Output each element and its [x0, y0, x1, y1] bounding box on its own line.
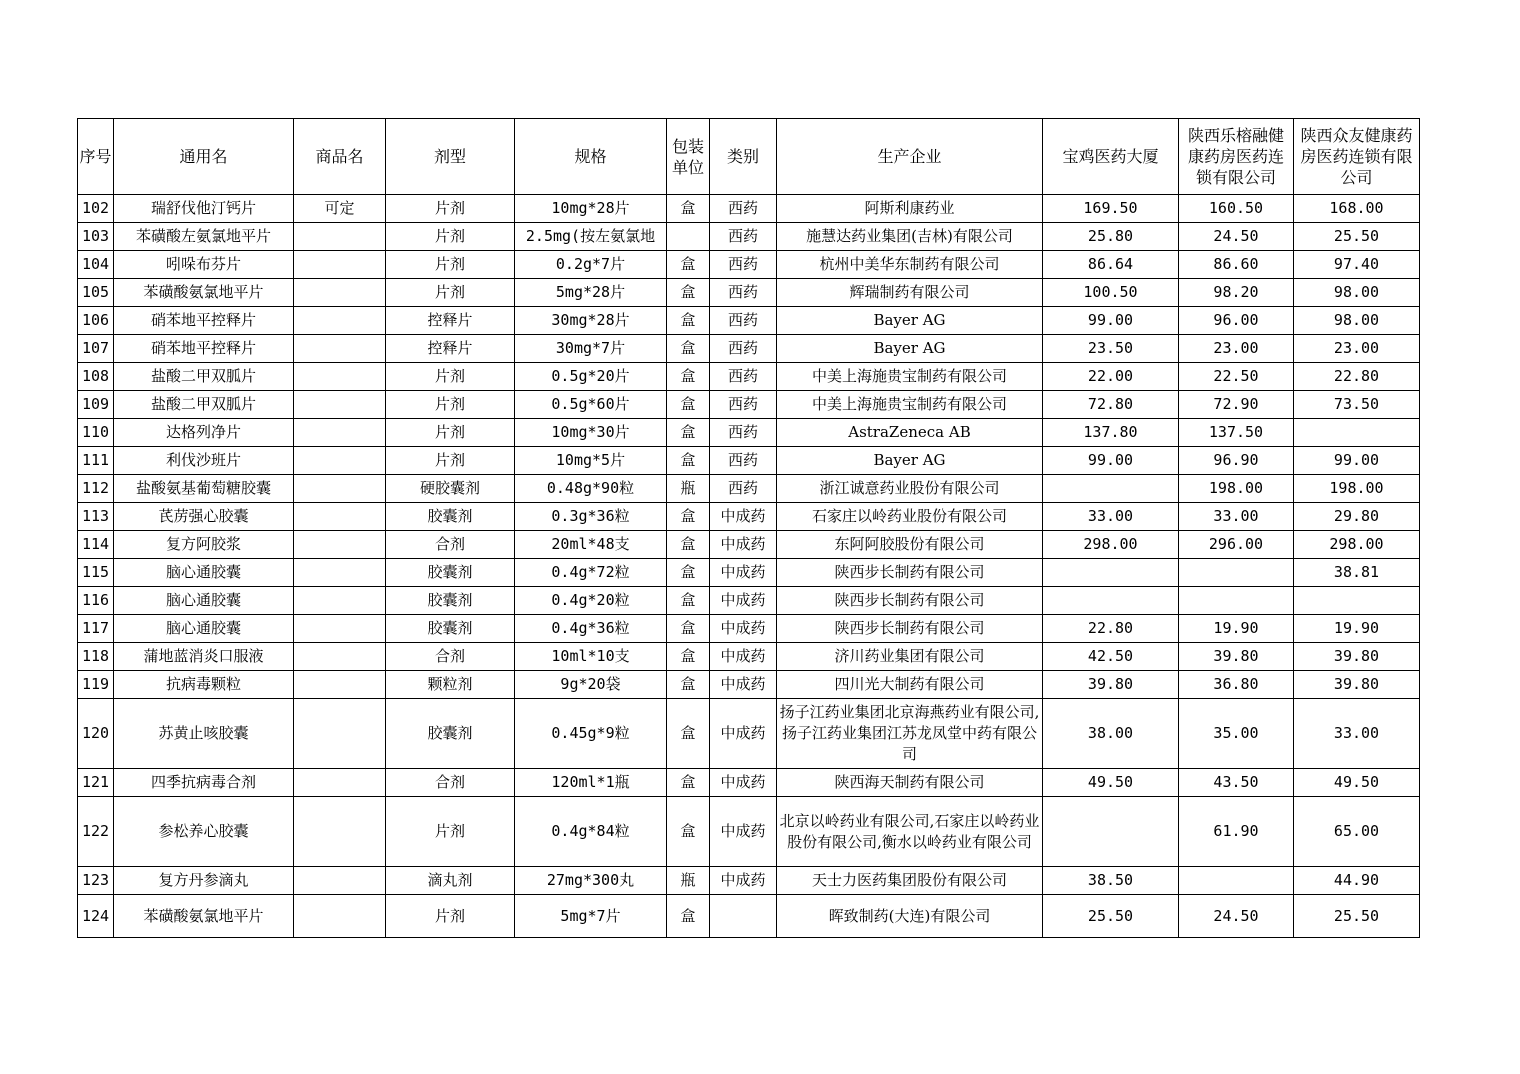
cell-generic-name: 瑞舒伐他汀钙片 [114, 195, 294, 223]
cell-generic-name: 芪苈强心胶囊 [114, 503, 294, 531]
cell-category: 西药 [710, 475, 777, 503]
cell-manufacturer: 陕西海天制药有限公司 [777, 769, 1043, 797]
cell-dosage-form: 胶囊剂 [386, 559, 515, 587]
cell-seq: 113 [78, 503, 114, 531]
cell-seq: 115 [78, 559, 114, 587]
cell-seq: 121 [78, 769, 114, 797]
cell-manufacturer: 四川光大制药有限公司 [777, 671, 1043, 699]
cell-trade-name [294, 867, 386, 895]
cell-category: 中成药 [710, 531, 777, 559]
cell-trade-name [294, 895, 386, 938]
table-row [78, 797, 1420, 867]
table-row [78, 587, 1420, 615]
table-row [78, 895, 1420, 938]
cell-price-store1 [1043, 797, 1179, 867]
cell-price-store1 [1043, 475, 1179, 503]
cell-price-store1: 137.80 [1043, 419, 1179, 447]
cell-dosage-form: 片剂 [386, 363, 515, 391]
cell-trade-name: 可定 [294, 195, 386, 223]
cell-seq: 111 [78, 447, 114, 475]
cell-trade-name [294, 279, 386, 307]
cell-price-store2: 137.50 [1179, 419, 1294, 447]
cell-dosage-form: 片剂 [386, 895, 515, 938]
cell-manufacturer: 扬子江药业集团北京海燕药业有限公司,扬子江药业集团江苏龙凤堂中药有限公司 [777, 699, 1043, 769]
cell-spec: 0.45g*9粒 [515, 699, 667, 769]
cell-spec: 10mg*28片 [515, 195, 667, 223]
price-table [77, 118, 1420, 938]
cell-generic-name: 吲哚布芬片 [114, 251, 294, 279]
cell-price-store2: 22.50 [1179, 363, 1294, 391]
cell-manufacturer: Bayer AG [777, 307, 1043, 335]
cell-price-store3: 23.00 [1294, 335, 1420, 363]
cell-dosage-form: 合剂 [386, 769, 515, 797]
cell-price-store2 [1179, 867, 1294, 895]
cell-manufacturer: Bayer AG [777, 447, 1043, 475]
cell-price-store3 [1294, 419, 1420, 447]
cell-category: 中成药 [710, 671, 777, 699]
cell-package-unit: 盒 [667, 363, 710, 391]
cell-category: 中成药 [710, 587, 777, 615]
cell-category: 中成药 [710, 503, 777, 531]
cell-price-store1: 22.80 [1043, 615, 1179, 643]
cell-manufacturer: 东阿阿胶股份有限公司 [777, 531, 1043, 559]
cell-price-store1: 38.00 [1043, 699, 1179, 769]
cell-spec: 2.5mg(按左氨氯地 [515, 223, 667, 251]
cell-dosage-form: 合剂 [386, 643, 515, 671]
table-row [78, 769, 1420, 797]
cell-category [710, 895, 777, 938]
cell-dosage-form: 片剂 [386, 195, 515, 223]
cell-generic-name: 脑心通胶囊 [114, 615, 294, 643]
cell-dosage-form: 片剂 [386, 391, 515, 419]
cell-price-store2: 98.20 [1179, 279, 1294, 307]
cell-manufacturer: 晖致制药(大连)有限公司 [777, 895, 1043, 938]
cell-package-unit: 盒 [667, 335, 710, 363]
cell-package-unit: 盒 [667, 615, 710, 643]
col-header-spec: 规格 [515, 119, 667, 195]
cell-price-store1: 86.64 [1043, 251, 1179, 279]
cell-price-store1: 38.50 [1043, 867, 1179, 895]
col-header-store2: 陕西乐榕融健康药房医药连锁有限公司 [1179, 119, 1294, 195]
cell-manufacturer: 石家庄以岭药业股份有限公司 [777, 503, 1043, 531]
cell-trade-name [294, 447, 386, 475]
cell-price-store3: 97.40 [1294, 251, 1420, 279]
cell-price-store3: 39.80 [1294, 671, 1420, 699]
cell-spec: 30mg*7片 [515, 335, 667, 363]
col-header-trade-name: 商品名 [294, 119, 386, 195]
cell-dosage-form: 胶囊剂 [386, 699, 515, 769]
cell-price-store2: 96.00 [1179, 307, 1294, 335]
cell-price-store2: 43.50 [1179, 769, 1294, 797]
cell-dosage-form: 片剂 [386, 223, 515, 251]
cell-category: 西药 [710, 279, 777, 307]
table-row [78, 671, 1420, 699]
cell-generic-name: 四季抗病毒合剂 [114, 769, 294, 797]
cell-manufacturer: 北京以岭药业有限公司,石家庄以岭药业股份有限公司,衡水以岭药业有限公司 [777, 797, 1043, 867]
cell-manufacturer: 辉瑞制药有限公司 [777, 279, 1043, 307]
cell-price-store2: 19.90 [1179, 615, 1294, 643]
cell-price-store2: 24.50 [1179, 895, 1294, 938]
cell-dosage-form: 片剂 [386, 419, 515, 447]
table-row [78, 615, 1420, 643]
col-header-generic-name: 通用名 [114, 119, 294, 195]
cell-trade-name [294, 335, 386, 363]
cell-category: 西药 [710, 335, 777, 363]
col-header-manufacturer: 生产企业 [777, 119, 1043, 195]
cell-spec: 9g*20袋 [515, 671, 667, 699]
table-body [78, 195, 1420, 938]
cell-category: 中成药 [710, 867, 777, 895]
col-header-store1: 宝鸡医药大厦 [1043, 119, 1179, 195]
cell-category: 西药 [710, 307, 777, 335]
cell-dosage-form: 胶囊剂 [386, 587, 515, 615]
cell-dosage-form: 片剂 [386, 447, 515, 475]
cell-manufacturer: AstraZeneca AB [777, 419, 1043, 447]
table-row [78, 195, 1420, 223]
cell-price-store2: 72.90 [1179, 391, 1294, 419]
table-row [78, 335, 1420, 363]
cell-price-store1: 22.00 [1043, 363, 1179, 391]
cell-seq: 120 [78, 699, 114, 769]
cell-seq: 102 [78, 195, 114, 223]
cell-price-store3: 298.00 [1294, 531, 1420, 559]
cell-trade-name [294, 251, 386, 279]
cell-spec: 0.4g*20粒 [515, 587, 667, 615]
cell-manufacturer: Bayer AG [777, 335, 1043, 363]
cell-generic-name: 硝苯地平控释片 [114, 335, 294, 363]
cell-package-unit [667, 223, 710, 251]
cell-package-unit: 盒 [667, 419, 710, 447]
cell-price-store1: 23.50 [1043, 335, 1179, 363]
cell-category: 西药 [710, 251, 777, 279]
cell-trade-name [294, 475, 386, 503]
cell-spec: 10mg*30片 [515, 419, 667, 447]
cell-generic-name: 苯磺酸左氨氯地平片 [114, 223, 294, 251]
cell-price-store1 [1043, 587, 1179, 615]
cell-dosage-form: 颗粒剂 [386, 671, 515, 699]
col-header-package-unit: 包装单位 [667, 119, 710, 195]
cell-price-store2: 296.00 [1179, 531, 1294, 559]
cell-seq: 106 [78, 307, 114, 335]
cell-spec: 0.4g*72粒 [515, 559, 667, 587]
cell-trade-name [294, 391, 386, 419]
cell-trade-name [294, 419, 386, 447]
cell-trade-name [294, 307, 386, 335]
cell-price-store3: 19.90 [1294, 615, 1420, 643]
cell-seq: 104 [78, 251, 114, 279]
cell-price-store3: 44.90 [1294, 867, 1420, 895]
cell-seq: 119 [78, 671, 114, 699]
cell-package-unit: 盒 [667, 671, 710, 699]
col-header-seq: 序号 [78, 119, 114, 195]
cell-package-unit: 盒 [667, 531, 710, 559]
cell-seq: 105 [78, 279, 114, 307]
cell-price-store3: 99.00 [1294, 447, 1420, 475]
cell-price-store3: 29.80 [1294, 503, 1420, 531]
cell-price-store1: 100.50 [1043, 279, 1179, 307]
cell-seq: 108 [78, 363, 114, 391]
cell-package-unit: 瓶 [667, 867, 710, 895]
cell-spec: 5mg*7片 [515, 895, 667, 938]
table-row [78, 447, 1420, 475]
cell-category: 西药 [710, 391, 777, 419]
cell-spec: 27mg*300丸 [515, 867, 667, 895]
table-row [78, 223, 1420, 251]
table-row [78, 307, 1420, 335]
cell-category: 西药 [710, 447, 777, 475]
cell-spec: 0.2g*7片 [515, 251, 667, 279]
cell-trade-name [294, 797, 386, 867]
cell-spec: 20ml*48支 [515, 531, 667, 559]
cell-price-store2: 24.50 [1179, 223, 1294, 251]
cell-dosage-form: 片剂 [386, 279, 515, 307]
cell-category: 中成药 [710, 615, 777, 643]
cell-seq: 109 [78, 391, 114, 419]
table-row [78, 279, 1420, 307]
cell-manufacturer: 施慧达药业集团(吉林)有限公司 [777, 223, 1043, 251]
cell-seq: 103 [78, 223, 114, 251]
cell-seq: 112 [78, 475, 114, 503]
cell-price-store2: 61.90 [1179, 797, 1294, 867]
cell-price-store3: 65.00 [1294, 797, 1420, 867]
cell-price-store3: 25.50 [1294, 895, 1420, 938]
table-row [78, 251, 1420, 279]
cell-category: 中成药 [710, 769, 777, 797]
table-row [78, 391, 1420, 419]
cell-trade-name [294, 587, 386, 615]
cell-spec: 0.5g*20片 [515, 363, 667, 391]
cell-package-unit: 盒 [667, 895, 710, 938]
cell-generic-name: 盐酸二甲双胍片 [114, 391, 294, 419]
cell-price-store1: 72.80 [1043, 391, 1179, 419]
table-row [78, 363, 1420, 391]
cell-seq: 110 [78, 419, 114, 447]
cell-trade-name [294, 363, 386, 391]
cell-price-store2: 96.90 [1179, 447, 1294, 475]
cell-spec: 0.4g*36粒 [515, 615, 667, 643]
cell-spec: 5mg*28片 [515, 279, 667, 307]
cell-package-unit: 盒 [667, 307, 710, 335]
cell-category: 西药 [710, 363, 777, 391]
cell-dosage-form: 滴丸剂 [386, 867, 515, 895]
cell-price-store3: 22.80 [1294, 363, 1420, 391]
cell-dosage-form: 片剂 [386, 251, 515, 279]
cell-generic-name: 脑心通胶囊 [114, 559, 294, 587]
cell-manufacturer: 陕西步长制药有限公司 [777, 587, 1043, 615]
cell-package-unit: 盒 [667, 587, 710, 615]
cell-category: 中成药 [710, 643, 777, 671]
cell-package-unit: 盒 [667, 769, 710, 797]
cell-price-store2 [1179, 559, 1294, 587]
cell-package-unit: 盒 [667, 699, 710, 769]
table-row [78, 475, 1420, 503]
cell-category: 中成药 [710, 559, 777, 587]
cell-manufacturer: 阿斯利康药业 [777, 195, 1043, 223]
cell-dosage-form: 合剂 [386, 531, 515, 559]
cell-category: 中成药 [710, 699, 777, 769]
header-row [78, 119, 1420, 195]
cell-trade-name [294, 531, 386, 559]
cell-package-unit: 盒 [667, 797, 710, 867]
cell-price-store2: 198.00 [1179, 475, 1294, 503]
cell-generic-name: 硝苯地平控释片 [114, 307, 294, 335]
cell-manufacturer: 济川药业集团有限公司 [777, 643, 1043, 671]
cell-spec: 10ml*10支 [515, 643, 667, 671]
cell-spec: 120ml*1瓶 [515, 769, 667, 797]
cell-price-store1: 169.50 [1043, 195, 1179, 223]
cell-dosage-form: 片剂 [386, 797, 515, 867]
cell-package-unit: 盒 [667, 195, 710, 223]
cell-price-store1: 39.80 [1043, 671, 1179, 699]
table-row [78, 419, 1420, 447]
cell-dosage-form: 硬胶囊剂 [386, 475, 515, 503]
cell-price-store3: 198.00 [1294, 475, 1420, 503]
cell-price-store3: 49.50 [1294, 769, 1420, 797]
cell-generic-name: 苯磺酸氨氯地平片 [114, 279, 294, 307]
cell-price-store3: 73.50 [1294, 391, 1420, 419]
cell-price-store1: 33.00 [1043, 503, 1179, 531]
cell-spec: 0.48g*90粒 [515, 475, 667, 503]
cell-manufacturer: 陕西步长制药有限公司 [777, 559, 1043, 587]
table-row [78, 559, 1420, 587]
col-header-dosage-form: 剂型 [386, 119, 515, 195]
cell-price-store2: 160.50 [1179, 195, 1294, 223]
cell-category: 西药 [710, 419, 777, 447]
cell-spec: 10mg*5片 [515, 447, 667, 475]
cell-seq: 107 [78, 335, 114, 363]
cell-price-store2: 35.00 [1179, 699, 1294, 769]
cell-seq: 118 [78, 643, 114, 671]
cell-price-store3 [1294, 587, 1420, 615]
cell-price-store3: 38.81 [1294, 559, 1420, 587]
cell-package-unit: 盒 [667, 447, 710, 475]
cell-price-store1: 99.00 [1043, 307, 1179, 335]
table-row [78, 643, 1420, 671]
cell-price-store1: 49.50 [1043, 769, 1179, 797]
cell-price-store2 [1179, 587, 1294, 615]
cell-trade-name [294, 769, 386, 797]
cell-seq: 114 [78, 531, 114, 559]
cell-price-store3: 168.00 [1294, 195, 1420, 223]
cell-dosage-form: 胶囊剂 [386, 615, 515, 643]
cell-generic-name: 复方丹参滴丸 [114, 867, 294, 895]
cell-seq: 123 [78, 867, 114, 895]
cell-price-store2: 39.80 [1179, 643, 1294, 671]
cell-generic-name: 复方阿胶浆 [114, 531, 294, 559]
cell-seq: 122 [78, 797, 114, 867]
col-header-store3: 陕西众友健康药房医药连锁有限公司 [1294, 119, 1420, 195]
cell-generic-name: 抗病毒颗粒 [114, 671, 294, 699]
cell-price-store1: 42.50 [1043, 643, 1179, 671]
cell-price-store3: 98.00 [1294, 307, 1420, 335]
cell-manufacturer: 中美上海施贵宝制药有限公司 [777, 391, 1043, 419]
cell-price-store3: 39.80 [1294, 643, 1420, 671]
cell-package-unit: 瓶 [667, 475, 710, 503]
cell-price-store3: 33.00 [1294, 699, 1420, 769]
cell-price-store2: 23.00 [1179, 335, 1294, 363]
cell-trade-name [294, 615, 386, 643]
cell-manufacturer: 天士力医药集团股份有限公司 [777, 867, 1043, 895]
cell-generic-name: 脑心通胶囊 [114, 587, 294, 615]
cell-spec: 0.3g*36粒 [515, 503, 667, 531]
cell-generic-name: 蒲地蓝消炎口服液 [114, 643, 294, 671]
cell-dosage-form: 控释片 [386, 335, 515, 363]
cell-price-store2: 86.60 [1179, 251, 1294, 279]
cell-price-store1: 99.00 [1043, 447, 1179, 475]
cell-generic-name: 盐酸二甲双胍片 [114, 363, 294, 391]
cell-category: 西药 [710, 195, 777, 223]
cell-category: 中成药 [710, 797, 777, 867]
cell-price-store2: 36.80 [1179, 671, 1294, 699]
cell-price-store3: 98.00 [1294, 279, 1420, 307]
cell-price-store1: 298.00 [1043, 531, 1179, 559]
cell-seq: 116 [78, 587, 114, 615]
cell-price-store1: 25.50 [1043, 895, 1179, 938]
cell-spec: 0.5g*60片 [515, 391, 667, 419]
cell-package-unit: 盒 [667, 503, 710, 531]
cell-trade-name [294, 643, 386, 671]
cell-trade-name [294, 671, 386, 699]
cell-dosage-form: 控释片 [386, 307, 515, 335]
cell-generic-name: 盐酸氨基葡萄糖胶囊 [114, 475, 294, 503]
cell-spec: 30mg*28片 [515, 307, 667, 335]
cell-manufacturer: 浙江诚意药业股份有限公司 [777, 475, 1043, 503]
table-row [78, 503, 1420, 531]
table-row [78, 867, 1420, 895]
cell-generic-name: 苯磺酸氨氯地平片 [114, 895, 294, 938]
cell-manufacturer: 陕西步长制药有限公司 [777, 615, 1043, 643]
cell-seq: 117 [78, 615, 114, 643]
cell-trade-name [294, 223, 386, 251]
cell-trade-name [294, 559, 386, 587]
cell-price-store1: 25.80 [1043, 223, 1179, 251]
cell-package-unit: 盒 [667, 251, 710, 279]
cell-dosage-form: 胶囊剂 [386, 503, 515, 531]
cell-manufacturer: 杭州中美华东制药有限公司 [777, 251, 1043, 279]
cell-spec: 0.4g*84粒 [515, 797, 667, 867]
cell-package-unit: 盒 [667, 559, 710, 587]
cell-package-unit: 盒 [667, 391, 710, 419]
table-row [78, 531, 1420, 559]
cell-price-store1 [1043, 559, 1179, 587]
cell-manufacturer: 中美上海施贵宝制药有限公司 [777, 363, 1043, 391]
cell-package-unit: 盒 [667, 279, 710, 307]
cell-price-store3: 25.50 [1294, 223, 1420, 251]
cell-category: 西药 [710, 223, 777, 251]
cell-trade-name [294, 503, 386, 531]
cell-trade-name [294, 699, 386, 769]
cell-generic-name: 利伐沙班片 [114, 447, 294, 475]
cell-seq: 124 [78, 895, 114, 938]
table-row [78, 699, 1420, 769]
col-header-category: 类别 [710, 119, 777, 195]
cell-package-unit: 盒 [667, 643, 710, 671]
cell-price-store2: 33.00 [1179, 503, 1294, 531]
cell-generic-name: 苏黄止咳胶囊 [114, 699, 294, 769]
cell-generic-name: 达格列净片 [114, 419, 294, 447]
cell-generic-name: 参松养心胶囊 [114, 797, 294, 867]
